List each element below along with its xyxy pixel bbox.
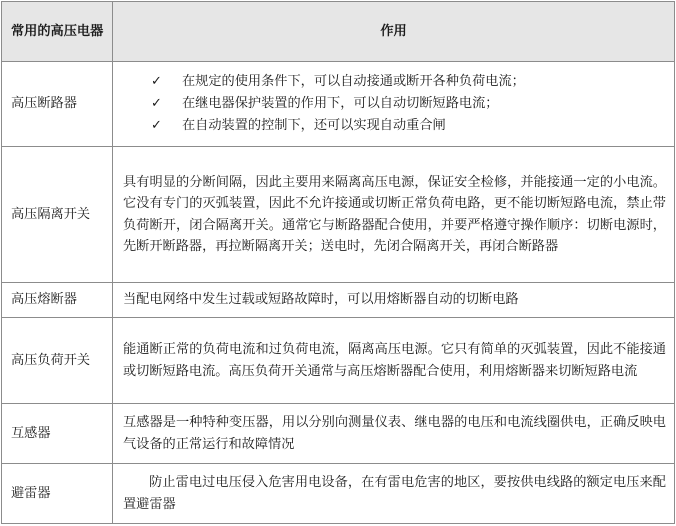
header-function-cell: 作用 — [113, 2, 675, 62]
row-name-cell: 高压熔断器 — [2, 283, 113, 318]
table-row — [2, 318, 675, 404]
row-description-cell — [113, 464, 675, 524]
row-name-cell: 高压隔离开关 — [2, 147, 113, 283]
description-text: 防止雷电过电压侵入危害用电设备，在有雷电危害的地区，要按供电线路的额定电压来配置避雷器 — [123, 475, 666, 512]
list-item — [151, 71, 674, 93]
check-mark-icon: ✓ — [151, 96, 162, 112]
table-row — [2, 147, 675, 283]
row-name-cell: 互感器 — [2, 404, 113, 464]
check-item-text: 在自动装置的控制下，还可以实现自动重合闸 — [182, 118, 446, 134]
table-row — [2, 62, 675, 147]
check-item-text: 在规定的使用条件下，可以自动接通或断开各种负荷电流； — [182, 74, 525, 90]
row-description-cell: 互感器是一种特种变压器，用以分别向测量仪表、继电器的电压和电流线圈供电，正确反映电气设备的正常运行和故障情况 — [113, 404, 675, 464]
table-row — [2, 404, 675, 464]
row-description-cell: 能通断正常的负荷电流和过负荷电流，隔离高压电源。它只有简单的灭弧装置，因此不能接通或切断短路电流。高压负荷开关通常与高压熔断器配合使用，利用熔断器来切断短路电流 — [113, 318, 675, 404]
check-mark-icon: ✓ — [151, 74, 162, 90]
list-item — [151, 93, 674, 115]
table-row — [2, 464, 675, 524]
header-name-cell: 常用的高压电器 — [2, 2, 113, 62]
row-description-cell: 具有明显的分断间隔，因此主要用来隔离高压电源，保证安全检修，并能接通一定的小电流。它没有专门的灭弧装置，因此不允许接通或切断正常负荷电路，更不能切断短路电流，禁止带负荷断开，闭合隔离开关。通常它与断路器配合使用，并要严格遵守操作顺序：切断电源时，先断开断路器，再拉断隔离开关；送电时，先闭合隔离开关，再闭合断路器 — [113, 147, 675, 283]
row-description-cell: 当配电网络中发生过载或短路故障时，可以用熔断器自动的切断电路 — [113, 283, 675, 318]
row-description-cell — [113, 62, 675, 147]
check-item-text: 在继电器保护装置的作用下，可以自动切断短路电流； — [182, 96, 499, 112]
row-name-cell: 高压断路器 — [2, 62, 113, 147]
row-name-cell: 避雷器 — [2, 464, 113, 524]
table-row — [2, 283, 675, 318]
check-list — [113, 71, 674, 137]
electrical-appliance-table — [1, 1, 675, 524]
header-row — [2, 2, 675, 62]
check-mark-icon: ✓ — [151, 118, 162, 134]
list-item — [151, 115, 674, 137]
row-name-cell: 高压负荷开关 — [2, 318, 113, 404]
